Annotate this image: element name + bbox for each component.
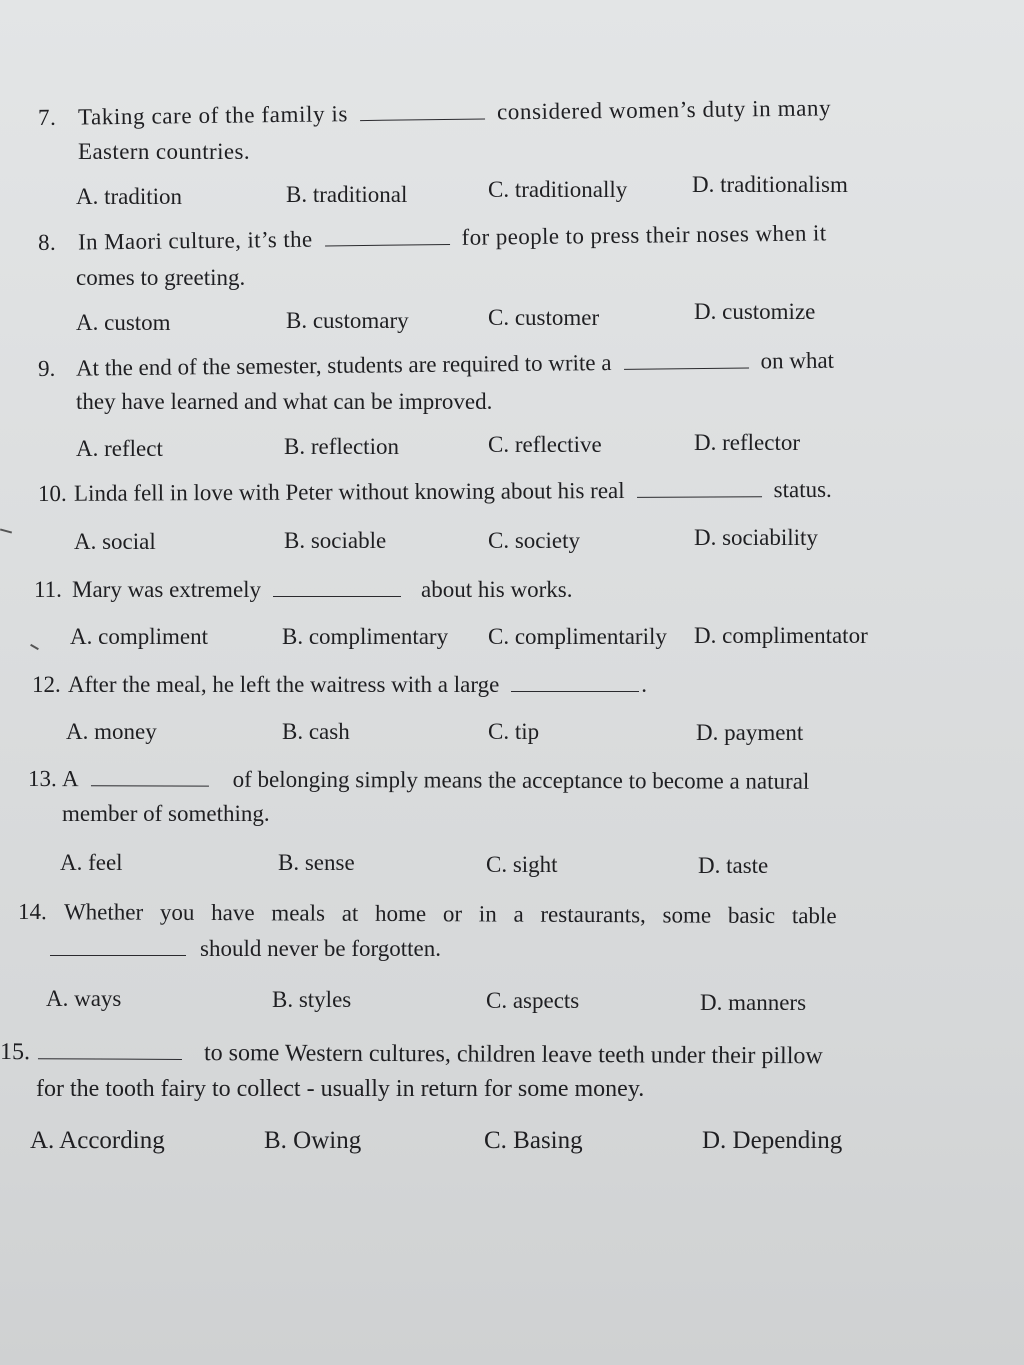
question-text-line2: comes to greeting. — [76, 265, 246, 290]
option-c: C. reflective — [488, 432, 602, 457]
option-d: D. payment — [696, 720, 804, 745]
option-a: A. custom — [76, 310, 171, 335]
answer-blank — [273, 576, 401, 597]
option-c: C. society — [488, 528, 580, 553]
option-d: D. sociability — [694, 525, 818, 550]
question-number: 9. — [37, 355, 56, 381]
answer-blank — [623, 348, 748, 370]
option-a: A. According — [30, 1127, 165, 1154]
option-a: A. tradition — [76, 184, 183, 209]
question-number: 10. — [37, 480, 67, 506]
option-c: C. complimentarily — [488, 624, 667, 649]
option-a: A. money — [66, 719, 157, 744]
option-b: B. Owing — [264, 1127, 362, 1154]
option-a: A. compliment — [70, 624, 208, 649]
question-text-line2: Eastern countries. — [78, 139, 250, 164]
question-text-continued: on what — [760, 347, 835, 374]
question-number: 13. — [27, 766, 57, 792]
answer-blank — [50, 935, 186, 956]
question-text-continued: to some Western cultures, children leave teeth under their pillow — [203, 1040, 823, 1070]
question-text: Whether you have meals at home or in a restaurants, some basic table — [63, 899, 837, 929]
option-b: B. cash — [282, 719, 350, 744]
option-a: A. feel — [60, 850, 123, 875]
option-d: D. customize — [694, 299, 816, 324]
answer-blank — [511, 671, 639, 692]
option-b: B. customary — [286, 308, 409, 333]
question-text: Linda fell in love with Peter without knowing about his real — [73, 477, 625, 506]
question-text: A — [61, 766, 79, 792]
question-number: 14. — [17, 899, 47, 925]
question-text-continued: about his works. — [421, 577, 573, 602]
option-b: B. reflection — [284, 434, 399, 459]
question-text: Taking care of the family is — [77, 101, 349, 130]
option-c: C. tip — [488, 719, 540, 744]
question-number: 12. — [32, 672, 61, 697]
option-d: D. traditionalism — [692, 172, 848, 197]
option-a: A. ways — [46, 986, 122, 1011]
margin-mark — [0, 528, 12, 533]
question-number: 7. — [37, 104, 57, 130]
question-text: After the meal, he left the waitress with a large — [68, 672, 500, 697]
answer-blank — [91, 765, 209, 786]
answer-blank — [324, 224, 449, 247]
answer-blank — [637, 476, 762, 498]
question-text-continued: status. — [773, 476, 832, 503]
option-b: B. sociable — [284, 528, 387, 553]
option-b: B. styles — [272, 987, 352, 1012]
question-text-continued: . — [641, 672, 648, 697]
option-c: C. customer — [488, 305, 600, 330]
question-text-line2: should never be forgotten. — [200, 936, 442, 961]
option-b: B. complimentary — [282, 624, 449, 649]
option-d: D. Depending — [702, 1127, 843, 1154]
option-a: A. reflect — [76, 436, 163, 461]
question-number: 8. — [37, 229, 57, 255]
option-d: D. taste — [698, 853, 769, 878]
option-b: B. sense — [278, 850, 355, 875]
question-text-continued: considered women’s duty in many — [496, 95, 832, 125]
question-text: Mary was extremely — [72, 577, 262, 602]
option-a: A. social — [74, 529, 156, 554]
question-text-continued: for people to press their noses when it — [461, 220, 827, 250]
option-c: C. sight — [486, 852, 558, 877]
answer-blank — [360, 99, 485, 122]
option-c: C. traditionally — [488, 177, 628, 202]
question-text-continued: of belonging simply means the acceptance to become a natural — [232, 766, 810, 794]
option-d: D. reflector — [694, 430, 800, 455]
option-d: D. complimentator — [694, 623, 868, 648]
option-c: C. Basing — [484, 1127, 583, 1154]
answer-blank — [38, 1038, 182, 1060]
question-text: In Maori culture, it’s the — [77, 226, 313, 255]
question-text-line2: for the tooth fairy to collect - usually in return for some money. — [36, 1076, 645, 1102]
question-text-line2: they have learned and what can be improved. — [76, 389, 493, 414]
option-b: B. traditional — [286, 182, 408, 207]
question-number: 11. — [34, 577, 62, 602]
margin-mark — [30, 644, 39, 650]
question-text: At the end of the semester, students are required to write a — [75, 349, 612, 381]
option-d: D. manners — [700, 990, 807, 1015]
option-c: C. aspects — [486, 988, 580, 1013]
question-number: 15. — [0, 1039, 31, 1066]
question-text-line2: member of something. — [62, 801, 270, 826]
